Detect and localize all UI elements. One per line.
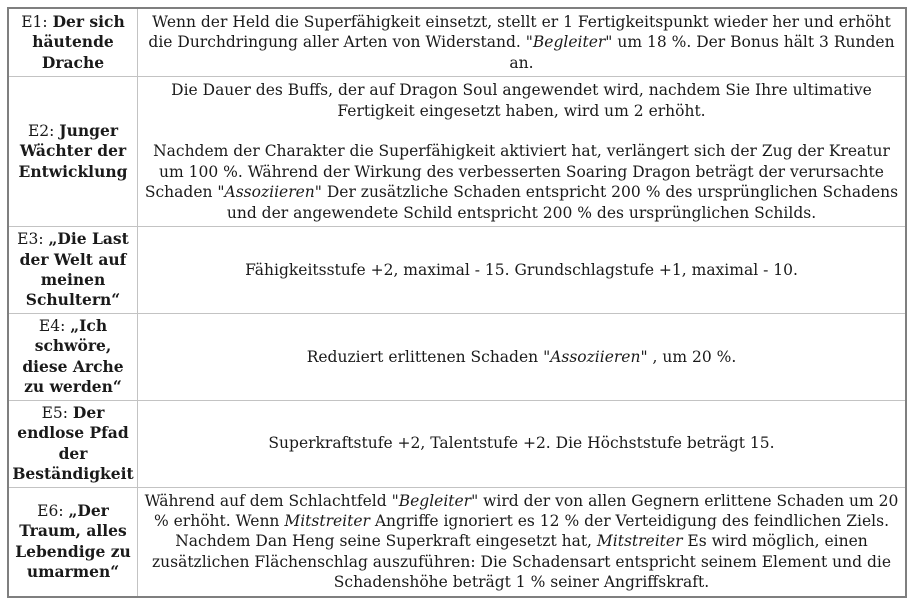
text-segment: um 18 %. Der Bonus hält 3 Runden an. (509, 33, 895, 72)
text-segment: "Begleiter" (525, 33, 613, 52)
table-row (8, 8, 906, 77)
table-row (8, 227, 906, 314)
text-segment: Die Dauer des Buffs, der auf Dragon Soul angewendet wird, nachdem Sie Ihre ultimative Fertigkeit eingesetzt haben, wird um 2 erhöht. (171, 81, 872, 120)
text-segment: Nachdem der Charakter die Superfähigkeit aktiviert hat, verlängert sich der Zug der Kreatur um 100 %. Während der Wirkung des verbesserten Soaring Dragon beträgt der verursachte Schaden (144, 142, 890, 202)
effect-label-cell (8, 8, 138, 77)
effect-id: E5: (41, 403, 73, 422)
description-paragraph (144, 260, 899, 280)
text-segment: Mitstreiter (596, 532, 683, 551)
effect-description-cell (138, 487, 907, 597)
effect-name: „Die Last der Welt auf meinen Schultern“ (19, 229, 129, 310)
effect-description-cell (138, 400, 907, 487)
text-segment: Während auf dem Schlachtfeld (144, 491, 392, 510)
description-paragraph (144, 80, 899, 121)
effect-label-cell (8, 227, 138, 314)
table-row (8, 313, 906, 400)
text-segment: "Assoziieren" (217, 183, 322, 202)
table-row (8, 487, 906, 597)
effect-label-cell (8, 487, 138, 597)
text-segment: Mitstreiter (284, 511, 370, 530)
effect-description-cell (138, 227, 907, 314)
effect-id: E3: (17, 230, 49, 249)
eidolon-effects-table (7, 7, 907, 598)
effect-id: E1: (21, 13, 53, 31)
description-paragraph (144, 141, 899, 223)
effect-label-cell (8, 400, 138, 487)
text-segment: Fähigkeitsstufe +2, maximal - 15. Grundschlagstufe +1, maximal - 10. (245, 260, 798, 279)
text-segment: "Assoziieren" (543, 347, 648, 366)
effect-name: „Ich schwöre, diese Arche zu werden“ (22, 315, 124, 397)
text-segment: Superkraftstufe +2, Talentstufe +2. Die Höchststufe beträgt 15. (268, 434, 775, 453)
text-segment: Wenn der Held die Superfähigkeit einsetzt, stellt er 1 Fertigkeitspunkt wieder her und erhöht die Durchdringung aller Arten von Widerstand. (148, 13, 891, 52)
table-row (8, 400, 906, 487)
text-segment: Der zusätzliche Schaden entspricht 200 % des ursprünglichen Schadens und der angewendete Schild entspricht 200 % des ursprünglichen Schilds. (226, 183, 899, 222)
effect-description-cell (138, 77, 907, 227)
effect-label-cell (8, 77, 138, 227)
effect-label-cell (8, 313, 138, 400)
effect-name: Der endlose Pfad der Beständigkeit (12, 402, 134, 484)
text-segment: Es wird möglich, einen zusätzlichen Flächenschlag auszuführen: Die Schadensart entspricht seinem Element und die Schadenshöhe beträgt 1 % seiner Angriffskraft. (151, 532, 892, 592)
effect-id: E2: (27, 122, 60, 141)
description-paragraph (144, 12, 899, 73)
text-segment: , um 20 %. (647, 347, 737, 366)
effect-id: E6: (37, 501, 69, 520)
effect-description-cell (138, 8, 907, 77)
description-paragraph (144, 433, 899, 453)
effect-name: Junger Wächter der Entwicklung (18, 121, 128, 181)
description-paragraph (144, 491, 899, 593)
text-segment: Reduziert erlittenen Schaden (306, 347, 544, 366)
effects-table-body (8, 8, 906, 597)
text-segment: Angriffe ignoriert es 12 % der Verteidigung des feindlichen Ziels. Nachdem Dan Heng seine Superkraft eingesetzt hat, (175, 511, 890, 551)
effect-id: E4: (38, 316, 71, 335)
table-row (8, 77, 906, 227)
text-segment: wird der von allen Gegnern erlittene Schaden um 20 % erhöht. Wenn (153, 491, 899, 530)
effect-description-cell (138, 313, 907, 400)
description-paragraph (144, 347, 899, 367)
effect-name: Der sich häutende Drache (32, 12, 125, 72)
effect-name: „Der Traum, alles Lebendige zu umarmen“ (15, 500, 131, 582)
text-segment: "Begleiter" (391, 491, 479, 510)
